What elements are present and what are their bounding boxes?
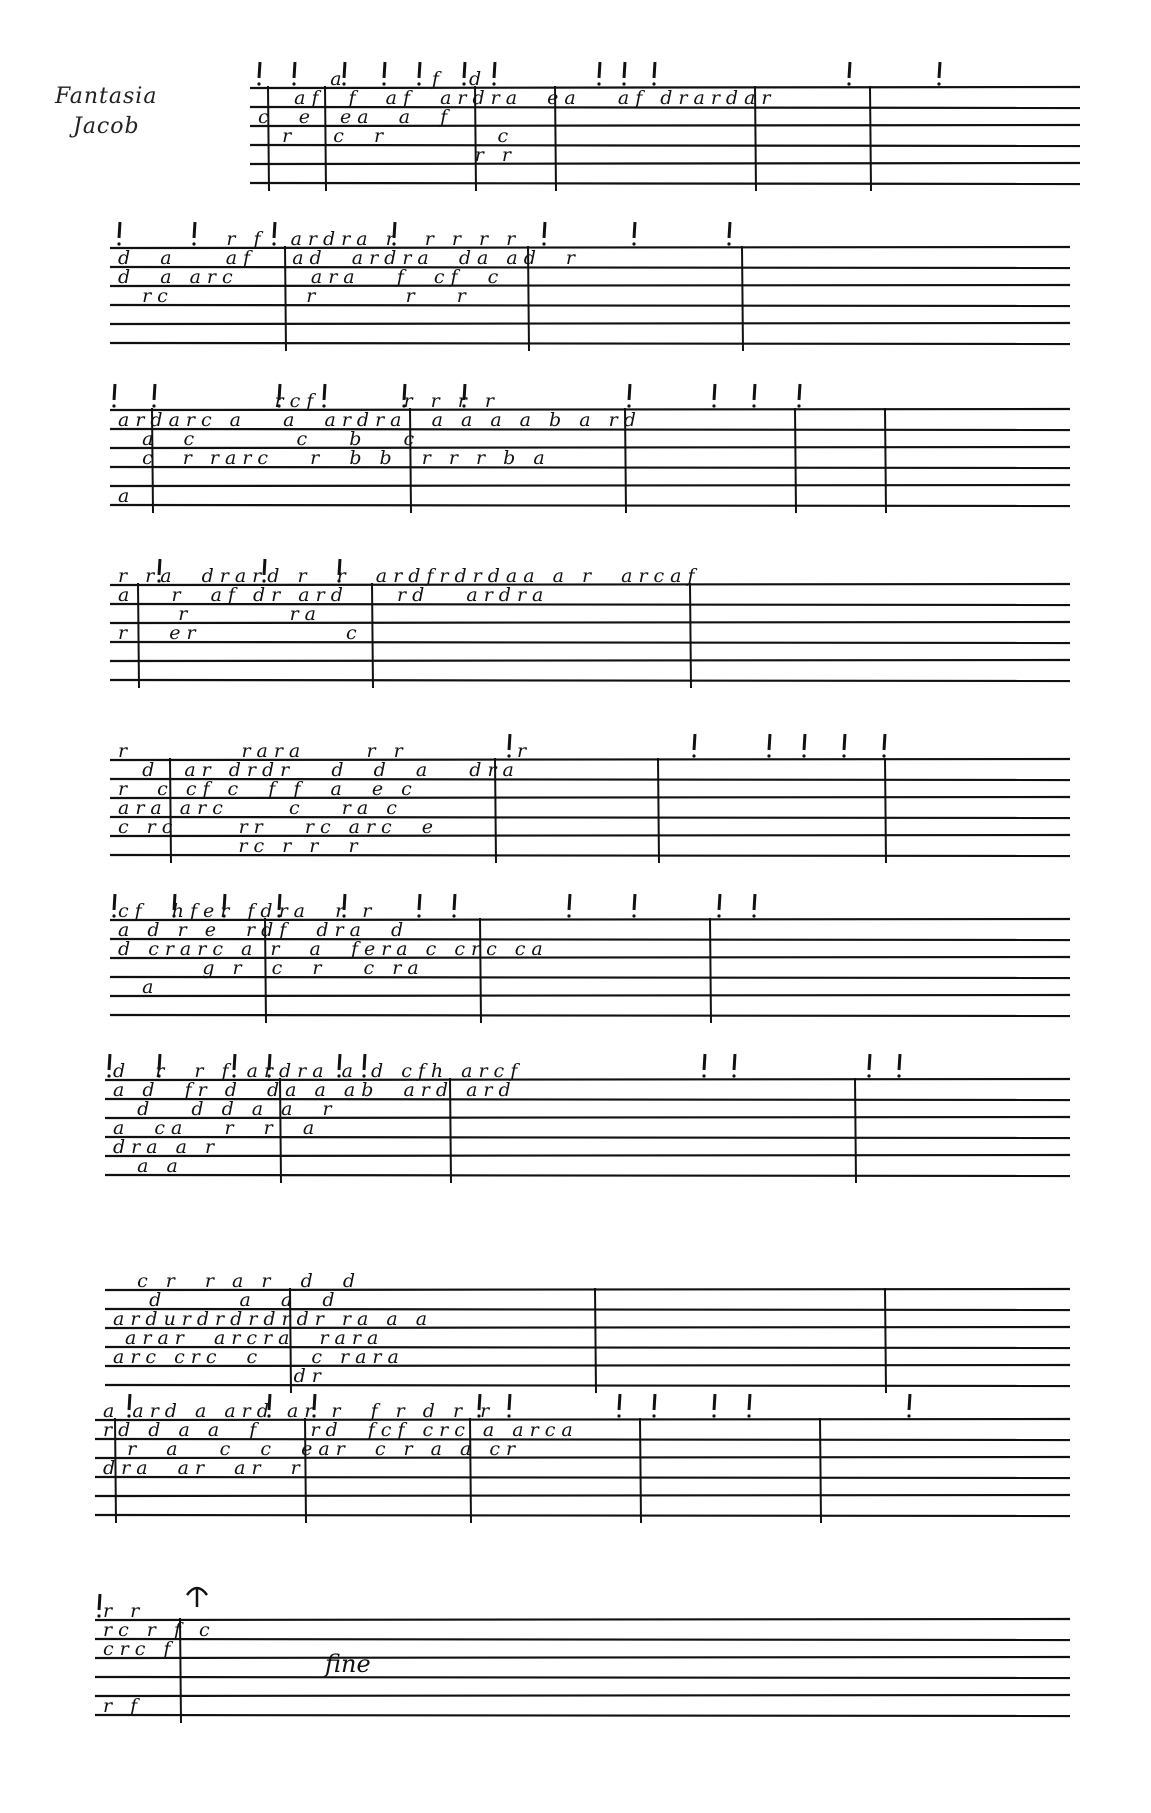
tab-course-6: dr (113, 1365, 327, 1387)
rhythm-dot (112, 404, 115, 407)
tab-course-1: cf hfer fdra r r (118, 900, 378, 922)
rhythm-sign (704, 1054, 705, 1070)
tab-system-10 (95, 1585, 1070, 1790)
staff-line (110, 660, 1070, 661)
system-8-staff (105, 1270, 1070, 1405)
rhythm-dot (752, 914, 755, 917)
tab-course-2: af f af ardra ea af drardar (258, 87, 777, 109)
system-4-staff (110, 565, 1070, 710)
rhythm-sign (849, 62, 850, 78)
rhythm-sign (769, 734, 770, 750)
rhythm-sign (654, 1394, 655, 1410)
rhythm-sign (804, 734, 805, 750)
staff-line (95, 1677, 1070, 1678)
rhythm-dot (937, 82, 940, 85)
system-3-staff (110, 390, 1070, 540)
barline (595, 1288, 596, 1393)
rhythm-sign (114, 384, 115, 400)
rhythm-sign (749, 1394, 750, 1410)
rhythm-dot (702, 1074, 705, 1077)
rhythm-sign (634, 894, 635, 910)
rhythm-sign (754, 894, 755, 910)
rhythm-sign (509, 1394, 510, 1410)
rhythm-dot (652, 82, 655, 85)
staff-line (110, 1015, 1070, 1016)
barline (640, 1418, 641, 1523)
tab-course-4: c r rarc r b b r r r b a (118, 447, 551, 469)
barline (885, 408, 886, 513)
rhythm-dot (732, 1074, 735, 1077)
tab-course-2: rd d a a f rd fcf crc a arca (103, 1419, 579, 1441)
rhythm-dot (627, 404, 630, 407)
tab-course-1: c r r a r d d (113, 1270, 361, 1292)
rhythm-dot (767, 754, 770, 757)
tab-course-3: r ra (118, 603, 323, 625)
rhythm-sign (754, 384, 755, 400)
rhythm-sign (714, 1394, 715, 1410)
rhythm-sign (99, 1594, 100, 1610)
tab-course-2: d a af ad ardra da ad r (118, 247, 582, 269)
rhythm-sign (114, 894, 115, 910)
rhythm-dot (712, 404, 715, 407)
barline (885, 1288, 886, 1393)
rhythm-sign (624, 62, 625, 78)
tab-course-3: d d d a a r (113, 1098, 338, 1120)
tab-course-5: a (118, 976, 160, 998)
rhythm-sign (799, 384, 800, 400)
tab-course-5: arc crc c c rara (113, 1346, 405, 1368)
staff-line (95, 1495, 1070, 1496)
tab-course-5: dra a r (113, 1136, 221, 1158)
rhythm-dot (847, 82, 850, 85)
barline (710, 918, 711, 1023)
tab-course-1: rcf r r r r (118, 390, 500, 412)
rhythm-sign (634, 222, 635, 238)
system-6-staff (110, 900, 1070, 1050)
barline (820, 1418, 821, 1523)
rhythm-sign (939, 62, 940, 78)
tab-course-4: r er c (118, 622, 363, 644)
rhythm-dot (507, 1414, 510, 1417)
tab-system-1 (250, 60, 1080, 210)
staff-line (250, 183, 1080, 184)
tab-course-6: rc r r r (118, 835, 364, 857)
rhythm-dot (97, 1614, 100, 1617)
rhythm-dot (727, 242, 730, 245)
tab-system-6 (110, 900, 1070, 1050)
tab-system-2 (110, 220, 1070, 370)
rhythm-dot (112, 914, 115, 917)
rhythm-sign (619, 1394, 620, 1410)
barline (885, 758, 886, 863)
rhythm-sign (734, 1054, 735, 1070)
tab-course-5: c rc rr rc arc e (118, 816, 440, 838)
tab-system-9 (95, 1400, 1070, 1560)
rhythm-dot (452, 914, 455, 917)
tab-course-4: g r c r c ra (118, 957, 425, 979)
tab-course-5: r r (258, 144, 517, 166)
rhythm-dot (797, 404, 800, 407)
rhythm-sign (629, 384, 630, 400)
rhythm-dot (752, 404, 755, 407)
rhythm-dot (622, 82, 625, 85)
tab-course-6: a (118, 485, 136, 507)
rhythm-dot (867, 1074, 870, 1077)
tab-course-4: dra ar ar r (103, 1457, 306, 1479)
barline (795, 408, 796, 513)
tab-course-3: ardurdrdrdrdr ra a a (113, 1308, 434, 1330)
barline (855, 1078, 856, 1183)
staff-line (110, 343, 1070, 344)
rhythm-dot (632, 914, 635, 917)
rhythm-sign (109, 1054, 110, 1070)
rhythm-sign (729, 222, 730, 238)
tab-system-3 (110, 390, 1070, 540)
rhythm-dot (842, 754, 845, 757)
rhythm-dot (717, 914, 720, 917)
rhythm-dot (882, 754, 885, 757)
rhythm-sign (694, 734, 695, 750)
rhythm-sign (719, 894, 720, 910)
tab-course-6: a a (113, 1155, 184, 1177)
staff-line (110, 995, 1070, 996)
barline (870, 86, 871, 191)
rhythm-dot (802, 754, 805, 757)
tab-course-3: d crarc a r a fera c crc ca (118, 938, 549, 960)
rhythm-sign (494, 62, 495, 78)
rhythm-dot (567, 914, 570, 917)
tab-system-7 (105, 1060, 1070, 1235)
staff-line (105, 1155, 1070, 1156)
rhythm-sign (419, 894, 420, 910)
tab-course-2: a d fr d da a ab ard ard (113, 1079, 517, 1101)
rhythm-sign (654, 62, 655, 78)
tab-course-4: a ca r r a (113, 1117, 321, 1139)
tab-course-2: rc r f c (103, 1619, 216, 1641)
barline (480, 918, 481, 1023)
system-9-staff (95, 1400, 1070, 1560)
tab-course-1: r ra drard r r ardfrdrdaa a r arcaf (118, 565, 701, 587)
tab-course-4: r c r c (258, 125, 515, 147)
rhythm-sign (884, 734, 885, 750)
rhythm-sign (869, 1054, 870, 1070)
system-5-staff (110, 740, 1070, 890)
staff-line (95, 1657, 1070, 1658)
tab-course-3: r a c c ear c r a a cr (103, 1438, 522, 1460)
tab-course-2: a d r e rdf dra d (118, 919, 410, 941)
rhythm-dot (492, 82, 495, 85)
staff-line (110, 680, 1070, 681)
tab-system-4 (110, 565, 1070, 710)
rhythm-sign (844, 734, 845, 750)
barline (658, 758, 659, 863)
staff-line (95, 1515, 1070, 1516)
system-2-staff (110, 220, 1070, 370)
system-1-staff (250, 60, 1080, 210)
staff-line (95, 1695, 1070, 1696)
tab-course-1: d r r f ardra a d cfh arcf (113, 1060, 524, 1082)
tab-course-3: c e ea a f (258, 106, 502, 128)
rhythm-sign (899, 1054, 900, 1070)
rhythm-dot (632, 242, 635, 245)
rhythm-dot (652, 1414, 655, 1417)
tab-course-1: r f ardra r r r r r (118, 228, 558, 250)
tab-system-8 (105, 1270, 1070, 1405)
rhythm-dot (417, 914, 420, 917)
staff-line (95, 1715, 1070, 1716)
title-line-1: Fantasia (55, 84, 158, 109)
tab-course-2: ardarc a a ardra a a a a b a rd (118, 409, 642, 431)
tab-course-1: a ard a ard ar r f r d r r (103, 1400, 496, 1422)
tab-course-2: a r af dr ard rd ardra (118, 584, 550, 606)
rhythm-sign (599, 62, 600, 78)
rhythm-dot (907, 1414, 910, 1417)
rhythm-dot (692, 754, 695, 757)
rhythm-dot (107, 1074, 110, 1077)
tab-course-3: a c c b c (118, 428, 421, 450)
tab-course-1: r rara r r r (118, 740, 533, 762)
staff-line (95, 1639, 1070, 1640)
tab-course-3: d a arc ara f cf c (118, 266, 505, 288)
tab-course-6: r f (103, 1695, 144, 1717)
rhythm-sign (714, 384, 715, 400)
tab-course-3: crc f (103, 1638, 177, 1660)
barline (742, 246, 743, 351)
tab-system-5 (110, 740, 1070, 890)
staff-line (110, 505, 1070, 506)
system-7-staff (105, 1060, 1070, 1235)
tab-course-4: ara arc c ra c (118, 797, 403, 819)
title-block (55, 70, 235, 220)
barline (690, 583, 691, 688)
system-10-staff (95, 1585, 1070, 1790)
staff-line (110, 323, 1070, 324)
tab-course-1: r r (103, 1600, 146, 1622)
tab-course-3: r c cf c f f a e c (118, 778, 418, 800)
staff-line (105, 1175, 1070, 1176)
rhythm-dot (712, 1414, 715, 1417)
rhythm-sign (909, 1394, 910, 1410)
staff-line (110, 485, 1070, 486)
tab-course-4: rc r r r (118, 285, 472, 307)
rhythm-dot (897, 1074, 900, 1077)
tab-course-4: arar arcra rara (113, 1327, 385, 1349)
rhythm-dot (747, 1414, 750, 1417)
rhythm-sign (454, 894, 455, 910)
tab-course-2: d a a d (113, 1289, 341, 1311)
rhythm-sign (569, 894, 570, 910)
tab-course-2: d ar drdr d d a dra (118, 759, 520, 781)
rhythm-dot (617, 1414, 620, 1417)
staff-line (95, 1619, 1070, 1620)
closing-word: fine (325, 1650, 371, 1678)
tab-course-1: a f d (258, 68, 488, 90)
rhythm-dot (597, 82, 600, 85)
title-line-2: Jacob (73, 114, 140, 139)
